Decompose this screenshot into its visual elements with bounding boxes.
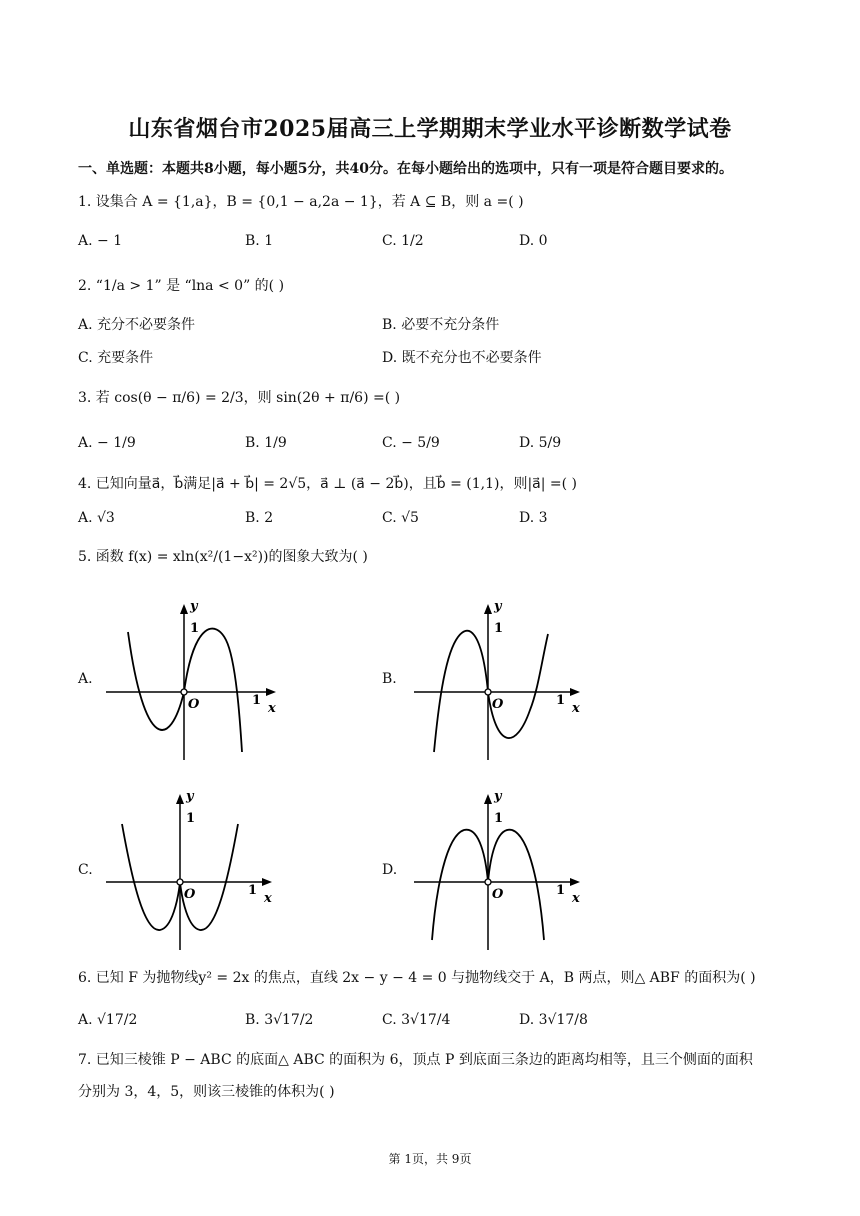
q3-option-a: A. − 1/9 [78,435,136,451]
graph-a-x-label: x [268,701,276,716]
graph-d-x1-label: 1 [556,883,566,898]
q5-option-c: C. [78,862,93,878]
graph-a-origin-label: O [188,697,200,712]
question-2: 2. “1/a > 1” 是 “lna < 0” 的( ) [78,278,285,294]
graph-c-one-label: 1 [186,811,196,826]
graph-a-y-label: y [190,599,198,614]
question-6: 6. 已知 F 为抛物线y² = 2x 的焦点，直线 2x − y − 4 = 0 与抛物线交于 A，B 两点，则△ ABF 的面积为( ) [78,970,756,986]
q2-option-d: D. 既不充分也不必要条件 [382,350,542,366]
graph-b-origin-label: O [492,697,504,712]
q1-option-a: A. − 1 [78,233,123,249]
question-7-continued: 分别为 3，4，5，则该三棱锥的体积为( ) [78,1084,335,1100]
question-3: 3. 若 cos(θ − π/6) = 2/3，则 sin(2θ + π/6) =( ) [78,390,401,406]
q2-option-a: A. 充分不必要条件 [78,317,196,333]
q5-option-d: D. [382,862,398,878]
graph-d-y-label: y [494,789,502,804]
graph-c-origin-label: O [184,887,196,902]
graph-c-x1-label: 1 [248,883,258,898]
graph-c-x-label: x [264,891,272,906]
q6-option-c: C. 3√17/4 [382,1012,451,1028]
q4-option-d: D. 3 [519,510,548,526]
question-4: 4. 已知向量a⃗，b⃗满足|a⃗ + b⃗| = 2√5，a⃗ ⊥ (a⃗ − 2b⃗)，且b⃗ = (1,1)，则|a⃗| =( ) [78,476,578,492]
page-footer: 第 1页，共 9页 [388,1152,472,1166]
graph-b-x-label: x [572,701,580,716]
q6-option-a: A. √17/2 [78,1012,138,1028]
q6-option-d: D. 3√17/8 [519,1012,588,1028]
graph-b [408,600,598,765]
question-5: 5. 函数 f(x) = xln(x²/(1−x²))的图象大致为( ) [78,549,368,565]
graph-a [100,600,290,765]
graph-b-one-label: 1 [494,621,504,636]
graph-d-one-label: 1 [494,811,504,826]
q3-option-c: C. − 5/9 [382,435,440,451]
graph-d-origin-label: O [492,887,504,902]
graph-b-y-label: y [494,599,502,614]
graph-d-x-label: x [572,891,580,906]
q4-option-a: A. √3 [78,510,115,526]
q3-option-b: B. 1/9 [245,435,287,451]
q2-option-b: B. 必要不充分条件 [382,317,500,333]
q4-option-b: B. 2 [245,510,274,526]
q3-option-d: D. 5/9 [519,435,562,451]
graph-c-y-label: y [186,789,194,804]
q6-option-b: B. 3√17/2 [245,1012,314,1028]
question-7: 7. 已知三棱锥 P − ABC 的底面△ ABC 的面积为 6，顶点 P 到底面三条边的距离均相等，且三个侧面的面积 [78,1052,753,1068]
question-1: 1. 设集合 A = {1,a}，B = {0,1 − a,2a − 1}，若 A ⊆ B，则 a =( ) [78,194,524,210]
q5-option-b: B. [382,671,397,687]
graph-d [408,790,598,955]
q1-option-d: D. 0 [519,233,548,249]
graph-a-one-label: 1 [190,621,200,636]
graph-a-x1-label: 1 [252,693,262,708]
page-title: 山东省烟台市2025届高三上学期期末学业水平诊断数学试卷 [128,116,732,142]
section-heading: 一、单选题：本题共8小题，每小题5分，共40分。在每小题给出的选项中，只有一项是符合题目要求的。 [78,161,733,177]
q5-option-a: A. [78,671,93,687]
graph-b-x1-label: 1 [556,693,566,708]
graph-c [100,790,290,955]
q4-option-c: C. √5 [382,510,419,526]
q1-option-c: C. 1/2 [382,233,424,249]
q1-option-b: B. 1 [245,233,274,249]
q2-option-c: C. 充要条件 [78,350,154,366]
